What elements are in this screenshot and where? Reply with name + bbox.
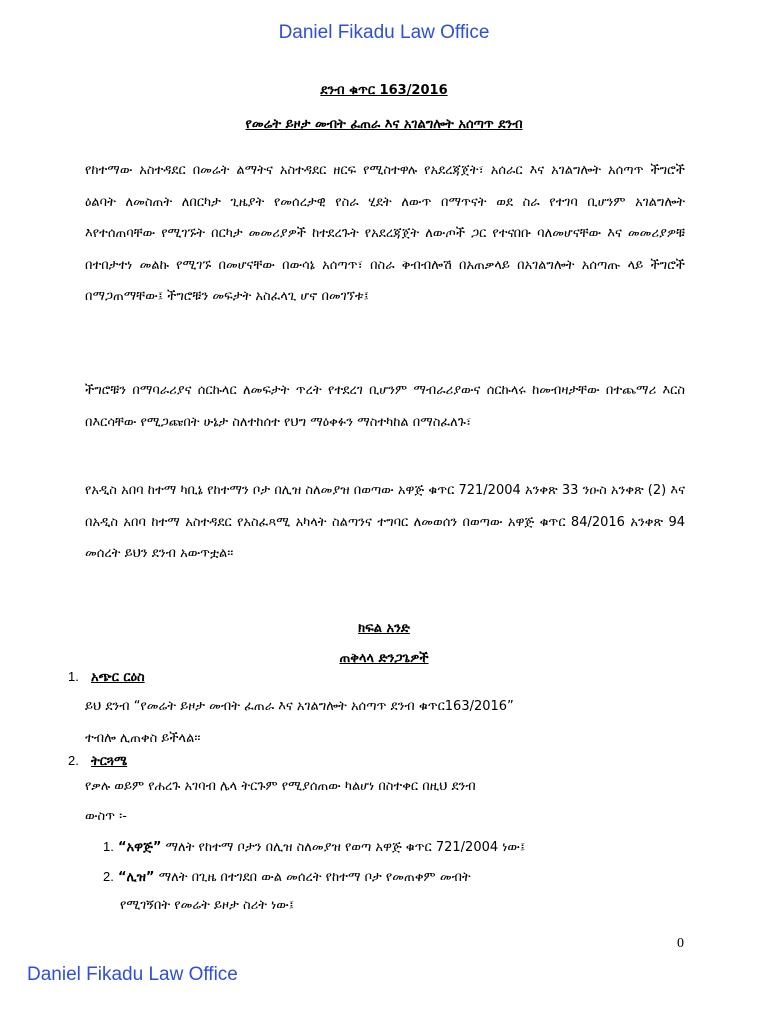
- definition-number: 2.: [103, 869, 114, 884]
- section-heading: አጭር ርዕስ: [90, 670, 145, 685]
- section-number: 2.: [68, 753, 79, 768]
- preamble-paragraph-3: የአዲስ አበባ ከተማ ካቢኔ የከተማን ቦታ በሊዝ ስለመያዝ በወጣው አዋጅ ቁጥር 721/2004 አንቀጽ 33 ንዑስ አንቀጽ (2) እና በአዲስ አበባ ከተማ አስተዳደር የአስፈጻሚ አካላት ስልጣንና ተግባር ለመወሰን በወጣው አዋጅ ቁጥር 84/2016 አንቀጽ 94 መሰረት ይህን ደንብ አውጥቷል፡፡: [85, 483, 685, 561]
- header-office-name: Daniel Fikadu Law Office: [278, 22, 490, 43]
- preamble-paragraph-2: ችግሮቹን በማባራሪያና ሰርኩላር ለመፍታት ጥረት የተደረገ ቢሆንም ማብራሪያውና ሰርኩላሩ ከመብዛታቸው በተጨማሪ እርስ በእርሳቸው የሚጋጩበት ሁኔታ ስለተከሰተ የህግ ማዕቀፉን ማስተካከል በማስፈለጉ፣: [85, 383, 685, 430]
- section-2-line: የቃሉ ወይም የሐረጉ አገባብ ሌላ ትርጉም የሚያሰጠው ካልሆነ በስተቀር በዚህ ደንብ: [85, 779, 476, 794]
- definition-text: ማለት የከተማ ቦታን በሊዝ ስለመያዝ የወጣ አዋጅ ቁጥር 721/2004 ነው፤: [165, 840, 526, 855]
- definition-item: [103, 869, 471, 885]
- section-1-line: ይህ ደንብ “የመሬት ይዞታ መብት ፈጠራ እና አገልግሎት አሰጣጥ ደንብ ቁጥር163/2016”: [85, 699, 514, 714]
- part-label: ክፍል አንድ: [358, 621, 410, 636]
- preamble-paragraph-1: የከተማው አስተዳደር በመሬት ልማትና አስተዳደር ዘርፍ የሚስተዋሉ የአደረጃጀት፣ አሰራር እና አገልግሎት አሰጣጥ ችግሮች ዕልባት ለመስጠት ለበርካታ ጊዜያት የመሰረታዊ የስራ ሂደት ለውጥ በማጥናት ወደ ስራ የተገባ ቢሆንም አገልግሎት እየተሰጠባቸው የሚገኙት በርካታ መመሪያዎች ከተደረጉት የአደረጃጀት ለውጦች ጋር የተናበቡ ባለመሆናቸው እና መመሪያዎቹ በተበታተነ መልኩ የሚገኙ በመሆናቸው በውሳኔ አሰጣጥ፣ በስራ ቅብብሎሽ በአጠቃላይ በአገልግሎት አሰጣጡ ላይ ችግሮች በማጋጠማቸው፤ ችግሮቹን መፍታት አስፈላጊ ሆኖ በመገኘቱ፤: [85, 163, 685, 304]
- definition-item: [103, 839, 525, 855]
- section-2-heading: [68, 753, 127, 769]
- section-heading: ትርጓሜ: [90, 754, 128, 769]
- directive-name-title: የመሬት ይዞታ መብት ፈጠራ እና አገልግሎት አሰጣጥ ደንብ: [245, 117, 523, 132]
- section-1-heading: [68, 669, 145, 685]
- section-2-line: ውስጥ ፡-: [85, 809, 127, 824]
- directive-number-title: ደንብ ቁጥር 163/2016: [320, 83, 448, 98]
- definition-term: “አዋጅ”: [117, 840, 162, 855]
- definition-term: “ሊዝ”: [117, 870, 155, 885]
- page-number: 0: [677, 936, 684, 951]
- section-number: 1.: [68, 669, 79, 684]
- section-1-line: ተብሎ ሊጠቀስ ይችላል፡፡: [85, 731, 201, 746]
- definition-text: ማለት በጊዜ በተገደበ ውል መሰረት የከተማ ቦታ የመጠቀም መብት: [158, 870, 471, 885]
- definition-continuation: የሚገኝበት የመሬት ይዞታ ስሪት ነው፤: [120, 898, 295, 913]
- definition-number: 1.: [103, 839, 114, 854]
- footer-office-name: Daniel Fikadu Law Office: [27, 964, 238, 985]
- part-subtitle: ጠቅላላ ድንጋጌዎች: [339, 651, 429, 666]
